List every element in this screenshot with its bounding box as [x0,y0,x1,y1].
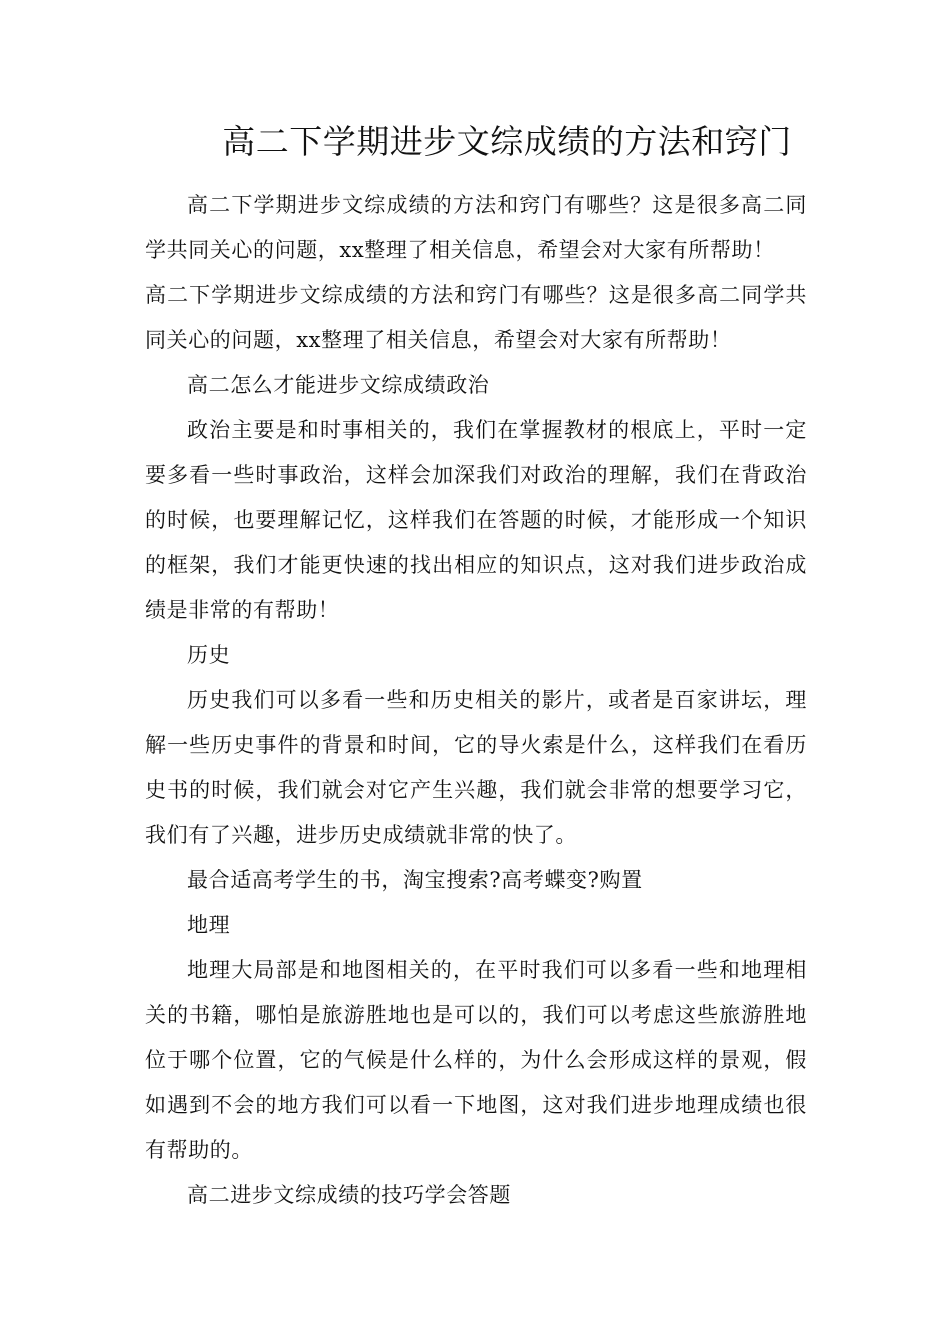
heading-geography: 地理 [187,913,231,937]
paragraph-intro-repeat: 高二下学期进步文综成绩的方法和窍门有哪些？这是很多高二同学共同关心的问题，xx整理了相关信息，希望会对大家有所帮助！ [145,283,807,352]
heading-politics: 高二怎么才能进步文综成绩政治 [187,373,490,397]
heading-history: 历史 [187,643,231,667]
heading-answer-skills: 高二进步文综成绩的技巧学会答题 [187,1183,511,1207]
paragraph-politics: 政治主要是和时事相关的，我们在掌握教材的根底上，平时一定要多看一些时事政治，这样会加深我们对政治的理解，我们在背政治的时候，也要理解记忆，这样我们在答题的时候，才能形成一个知识的框架，我们才能更快速的找出相应的知识点，这对我们进步政治成绩是非常的有帮助！ [145,418,807,622]
paragraph-book-note: 最合适高考学生的书，淘宝搜索?高考蝶变?购置 [187,868,643,892]
paragraph-geography: 地理大局部是和地图相关的，在平时我们可以多看一些和地理相关的书籍，哪怕是旅游胜地也是可以的，我们可以考虑这些旅游胜地位于哪个位置，它的气候是什么样的，为什么会形成这样的景观，假如遇到不会的地方我们可以看一下地图，这对我们进步地理成绩也很有帮助的。 [145,958,807,1162]
paragraph-history: 历史我们可以多看一些和历史相关的影片，或者是百家讲坛，理解一些历史事件的背景和时间，它的导火索是什么，这样我们在看历史书的时候，我们就会对它产生兴趣，我们就会非常的想要学习它，我们有了兴趣，进步历史成绩就非常的快了。 [145,688,807,847]
paragraph-intro: 高二下学期进步文综成绩的方法和窍门有哪些？这是很多高二同学共同关心的问题，xx整理了相关信息，希望会对大家有所帮助！ [145,193,807,262]
document-title: 高二下学期进步文综成绩的方法和窍门 [222,122,792,161]
document-body [145,183,807,1218]
